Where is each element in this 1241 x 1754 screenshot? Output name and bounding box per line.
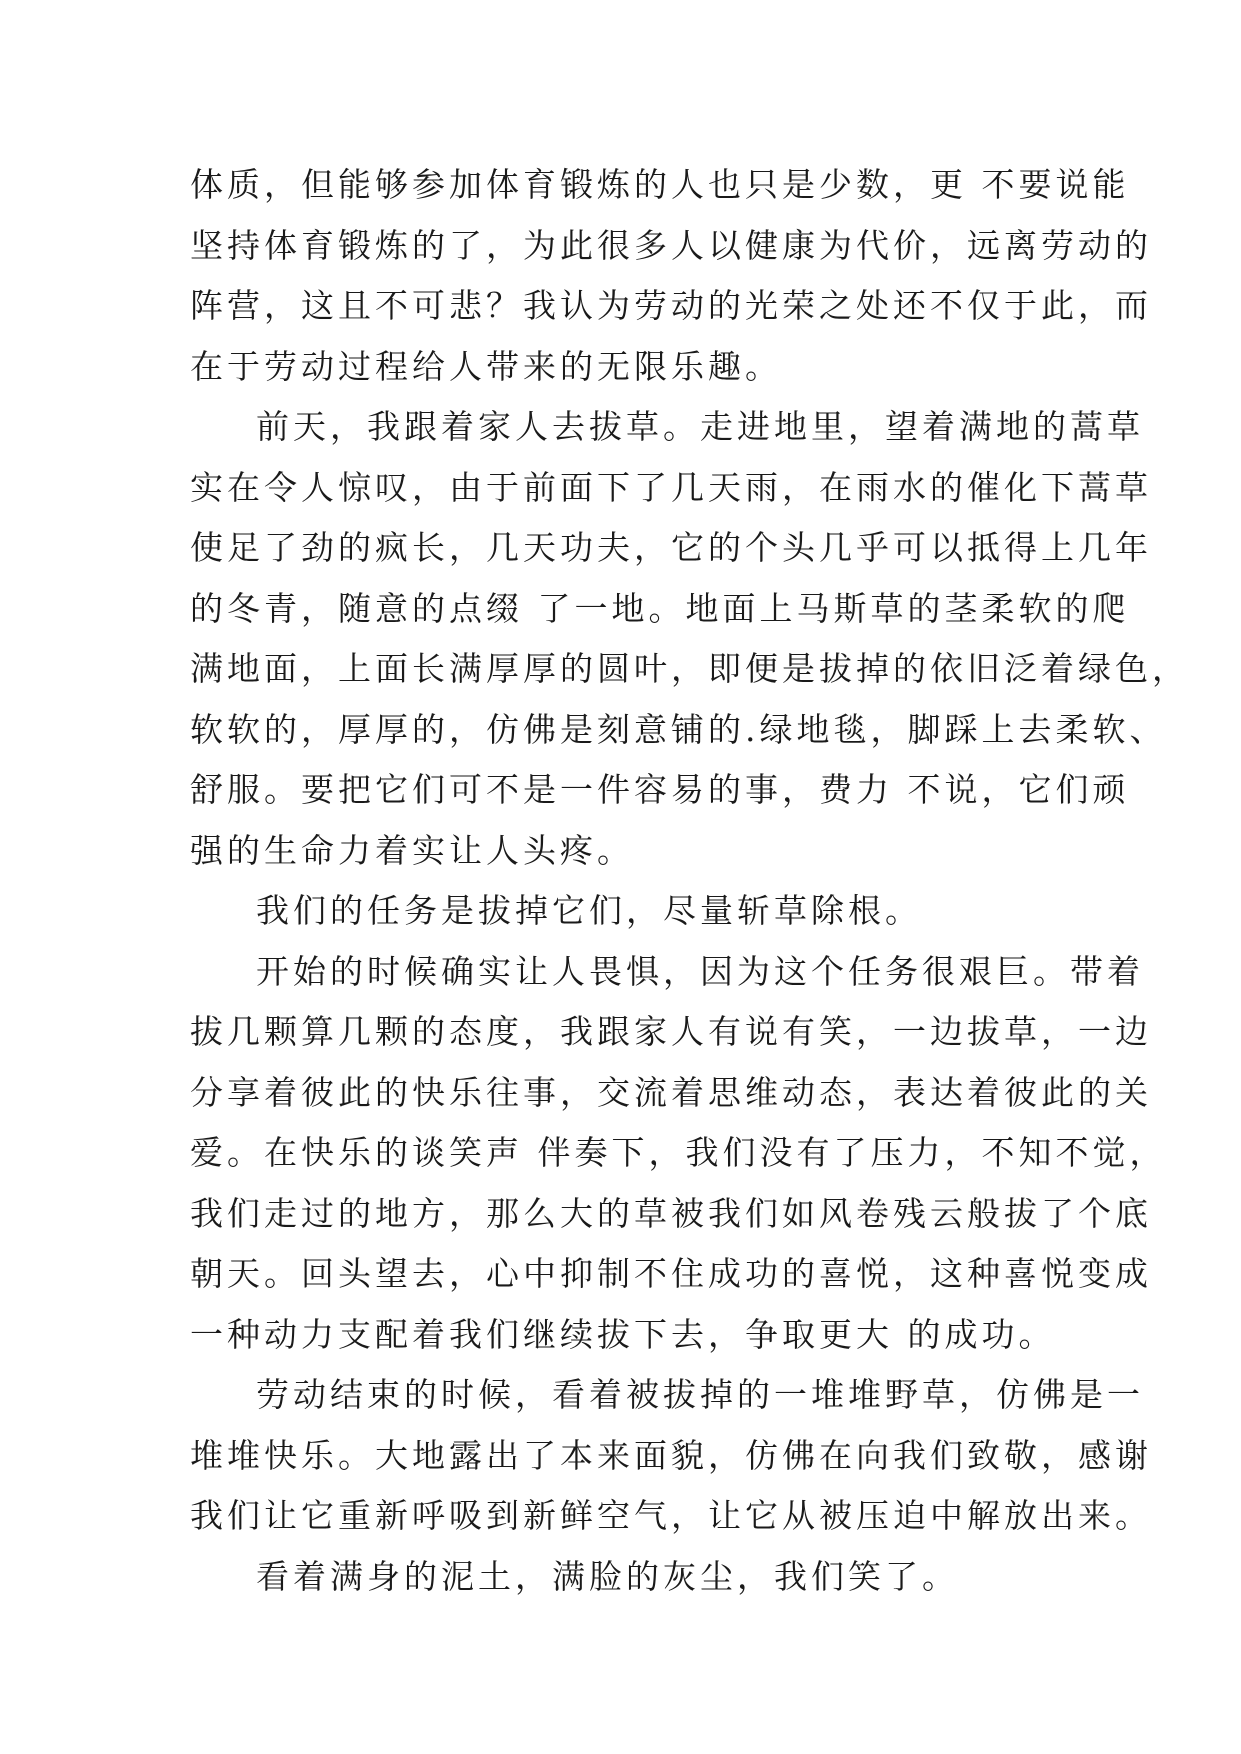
text-line: 使足了劲的疯长，几天功夫，它的个头几乎可以抵得上几年 <box>190 528 1152 567</box>
text-line: 分享着彼此的快乐往事，交流着思维动态，表达着彼此的关 <box>190 1072 1152 1112</box>
text-line: 看着满身的泥土，满脸的灰尘，我们笑了。 <box>256 1556 959 1596</box>
text-line: 舒服。要把它们可不是一件容易的事，费力 不说，它们顽 <box>190 770 1130 809</box>
text-line: 体质，但能够参加体育锻炼的人也只是少数，更 不要说能 <box>190 165 1130 204</box>
text-line: 软软的，厚厚的，仿佛是刻意铺的.绿地毯，脚踩上去柔软、 <box>190 709 1167 749</box>
text-line: 我们让它重新呼吸到新鲜空气，让它从被压迫中解放出来。 <box>190 1496 1152 1535</box>
essay-body <box>190 155 1189 1607</box>
text-line: 实在令人惊叹，由于前面下了几天雨，在雨水的催化下蒿草 <box>190 467 1152 507</box>
text-line: 坚持体育锻炼的了，为此很多人以健康为代价，远离劳动的 <box>190 225 1152 265</box>
text-line: 爱。在快乐的谈笑声 伴奏下，我们没有了压力，不知不觉， <box>190 1133 1167 1172</box>
text-line: 一种动力支配着我们继续拔下去，争取更大 的成功。 <box>190 1314 1056 1354</box>
text-line: 阵营，这且不可悲？我认为劳动的光荣之处还不仅于此，而 <box>190 286 1152 325</box>
text-line: 开始的时候确实让人畏惧，因为这个任务很艰巨。带着 <box>256 951 1144 991</box>
text-line: 拔几颗算几颗的态度，我跟家人有说有笑，一边拔草，一边 <box>190 1012 1152 1051</box>
text-line: 堆堆快乐。大地露出了本来面貌，仿佛在向我们致敬，感谢 <box>190 1435 1152 1475</box>
text-line: 朝天。回头望去，心中抑制不住成功的喜悦，这种喜悦变成 <box>190 1254 1152 1293</box>
text-line: 的冬青，随意的点缀 了一地。地面上马斯草的茎柔软的爬 <box>190 588 1130 628</box>
text-line: 满地面，上面长满厚厚的圆叶，即便是拔掉的依旧泛着绿色， <box>190 649 1189 688</box>
text-line: 前天，我跟着家人去拔草。走进地里，望着满地的蒿草 <box>256 407 1144 446</box>
text-line: 我们的任务是拔掉它们，尽量斩草除根。 <box>256 891 922 930</box>
text-line: 强的生命力着实让人头疼。 <box>190 830 634 870</box>
text-line: 我们走过的地方，那么大的草被我们如风卷残云般拔了个底 <box>190 1193 1152 1233</box>
text-line: 劳动结束的时候，看着被拔掉的一堆堆野草，仿佛是一 <box>256 1375 1144 1414</box>
text-line: 在于劳动过程给人带来的无限乐趣。 <box>190 346 782 386</box>
